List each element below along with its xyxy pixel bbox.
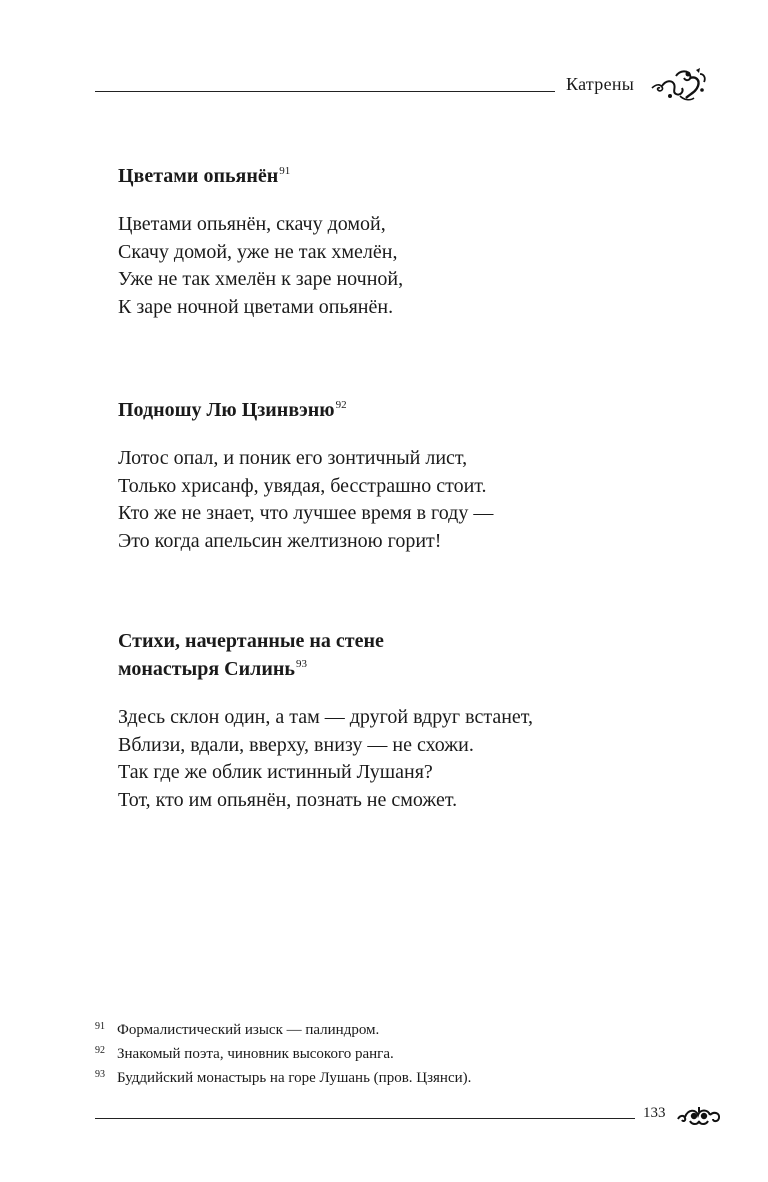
footnote-number: 91 xyxy=(95,1021,105,1032)
footnote xyxy=(95,1018,471,1042)
poem-title-line: монастыря Силинь$^{93}$ xyxy=(118,658,307,680)
poem-title-line: Стихи, начертанные на стене xyxy=(118,630,384,652)
poem-line: Это когда апельсин желтизною горит! xyxy=(118,529,442,552)
poem-title: Подношу Лю Цзинвэню$^{92}$ xyxy=(118,399,347,421)
footnote-ref: 93 xyxy=(295,658,307,670)
poem-line: Так где же облик истинный Лушаня? xyxy=(118,761,433,783)
poem-line: Цветами опьянён, скачу домой, xyxy=(118,213,386,235)
poem-title xyxy=(118,627,384,683)
footer-rule xyxy=(95,1118,635,1119)
footnote-number: 92 xyxy=(95,1045,105,1056)
poem-line: Скачу домой, уже не так хмелён, xyxy=(118,240,398,263)
dragon-ornament-icon xyxy=(650,66,708,104)
footnote-ref: 91 xyxy=(279,165,291,177)
poem-line: Уже не так хмелён к заре ночной, xyxy=(118,268,404,290)
cloud-ornament-icon xyxy=(676,1103,722,1129)
footnote-number: 93 xyxy=(95,1069,105,1080)
poem-line: К заре ночной цветами опьянён. xyxy=(118,295,394,318)
footnote-ref: 92 xyxy=(335,399,347,411)
page-number: 133 xyxy=(643,1105,666,1121)
poem-line: Здесь склон один, а там — другой вдруг встанет, xyxy=(118,706,534,728)
poem-line: Только хрисанф, увядая, бесстрашно стоит. xyxy=(118,474,487,497)
poem-line: Лотос опал, и поник его зонтичный лист, xyxy=(118,447,468,469)
poem-line: Вблизи, вдали, вверху, внизу — не схожи. xyxy=(118,733,474,756)
poem-line: Кто же не знает, что лучшее время в году — xyxy=(118,502,494,524)
footnote xyxy=(95,1042,471,1066)
poem-stanza xyxy=(118,704,533,814)
footnote-text: Знакомый поэта, чиновник высокого ранга. xyxy=(117,1046,394,1062)
poem-title: Цветами опьянён$^{91}$ xyxy=(118,165,291,187)
footnote-text: Формалистический изыск — палиндром. xyxy=(117,1022,380,1038)
footnotes xyxy=(95,1018,471,1090)
header-rule xyxy=(95,91,555,92)
poem-line: Тот, кто им опьянён, познать не сможет. xyxy=(118,788,458,811)
running-header-title: Катрены xyxy=(566,74,635,94)
poem-stanza xyxy=(118,445,493,555)
footnote-text: Буддийский монастырь на горе Лушань (пров. Цзянси). xyxy=(117,1070,472,1086)
poem-stanza xyxy=(118,211,403,321)
footnote xyxy=(95,1066,471,1090)
